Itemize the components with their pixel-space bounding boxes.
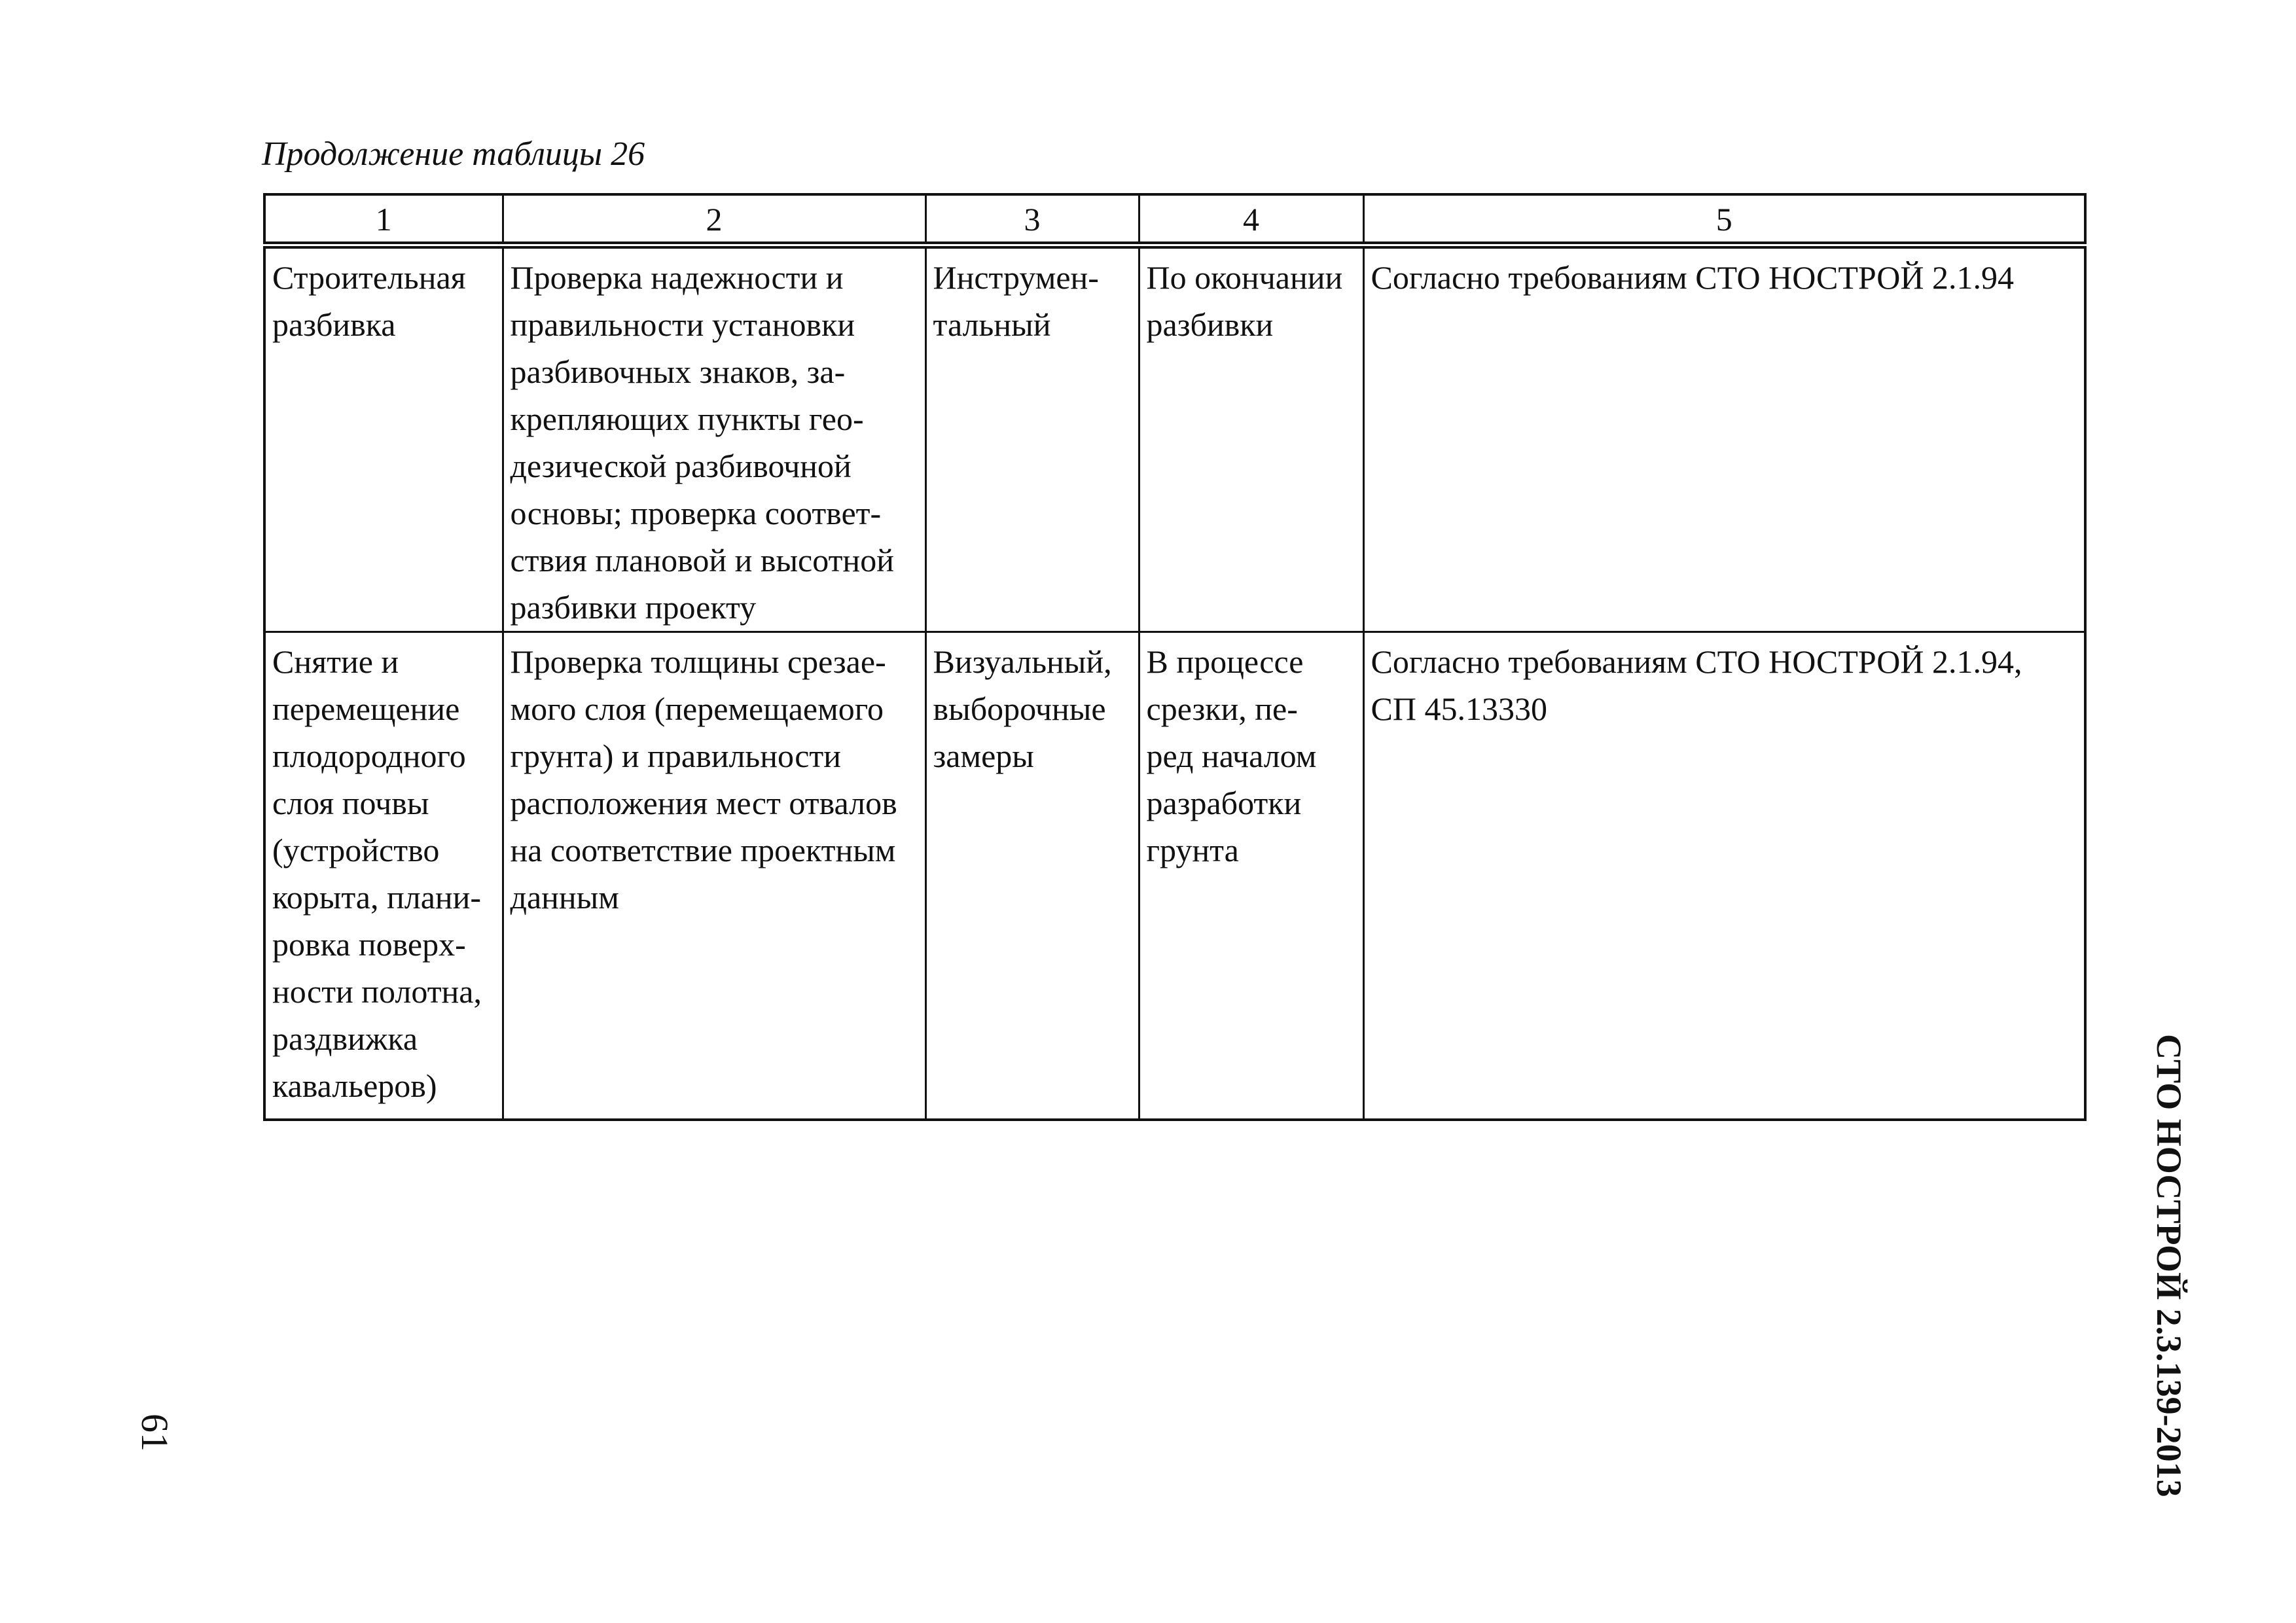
cell-line: ред началом bbox=[1146, 738, 1317, 774]
cell-requirements bbox=[1363, 632, 2085, 1120]
cell-line: СП 45.13330 bbox=[1371, 690, 1547, 727]
cell-operation bbox=[264, 632, 503, 1120]
cell-line: В процессе bbox=[1146, 643, 1304, 680]
cell-line: тальный bbox=[933, 306, 1051, 343]
cell-line: слоя почвы bbox=[272, 785, 429, 821]
cell-line: Строительная bbox=[272, 259, 466, 296]
cell-line: кавальеров) bbox=[272, 1067, 437, 1104]
cell-line: ности полотна, bbox=[272, 973, 482, 1010]
table-row bbox=[264, 245, 2085, 632]
cell-method bbox=[925, 632, 1139, 1120]
cell-line: Согласно требованиям СТО НОСТРОЙ 2.1.94, bbox=[1371, 643, 2022, 680]
cell-line: раздвижка bbox=[272, 1020, 418, 1057]
header-col-3: 3 bbox=[925, 194, 1139, 245]
cell-line: дезической разбивочной bbox=[510, 448, 852, 484]
document-code: СТО НОСТРОЙ 2.3.139-2013 bbox=[2149, 1034, 2189, 1497]
header-col-5: 5 bbox=[1363, 194, 2085, 245]
cell-line: перемещение bbox=[272, 690, 460, 727]
cell-line: Инструмен- bbox=[933, 259, 1099, 296]
header-col-1: 1 bbox=[264, 194, 503, 245]
page-number: 61 bbox=[134, 1414, 176, 1452]
cell-line: грунта) и правильности bbox=[510, 738, 842, 774]
cell-line: расположения мест отвалов bbox=[510, 785, 897, 821]
cell-line: срезки, пе- bbox=[1146, 690, 1298, 727]
header-col-4: 4 bbox=[1139, 194, 1363, 245]
cell-timing bbox=[1139, 245, 1363, 632]
cell-line: (устройство bbox=[272, 832, 440, 868]
cell-line: данным bbox=[510, 879, 619, 916]
cell-line: на соответствие проектным bbox=[510, 832, 896, 868]
cell-line: плодородного bbox=[272, 738, 466, 774]
table-header-row bbox=[264, 194, 2085, 245]
cell-requirements bbox=[1363, 245, 2085, 632]
cell-line: мого слоя (перемещаемого bbox=[510, 690, 884, 727]
cell-line: правильности установки bbox=[510, 306, 855, 343]
cell-line: замеры bbox=[933, 738, 1034, 774]
cell-line: разбивки проекту bbox=[510, 589, 757, 626]
cell-line: основы; проверка соответ- bbox=[510, 495, 882, 531]
inspection-table bbox=[263, 193, 2087, 1121]
cell-control-subject bbox=[503, 632, 925, 1120]
cell-line: разбивка bbox=[272, 306, 396, 343]
cell-line: корыта, плани- bbox=[272, 879, 482, 916]
cell-line: Проверка толщины срезае- bbox=[510, 643, 886, 680]
cell-line: Проверка надежности и bbox=[510, 259, 844, 296]
cell-line: По окончании bbox=[1146, 259, 1343, 296]
cell-timing bbox=[1139, 632, 1363, 1120]
cell-line: разбивочных знаков, за- bbox=[510, 353, 846, 390]
cell-line: крепляющих пункты гео- bbox=[510, 401, 864, 437]
cell-line: Снятие и bbox=[272, 643, 399, 680]
cell-line: Визуальный, bbox=[933, 643, 1112, 680]
cell-control-subject bbox=[503, 245, 925, 632]
cell-operation bbox=[264, 245, 503, 632]
table-caption: Продолжение таблицы 26 bbox=[262, 135, 645, 173]
cell-method bbox=[925, 245, 1139, 632]
table-row bbox=[264, 632, 2085, 1120]
cell-line: выборочные bbox=[933, 690, 1106, 727]
cell-line: разработки bbox=[1146, 785, 1302, 821]
cell-line: Согласно требованиям СТО НОСТРОЙ 2.1.94 bbox=[1371, 259, 2014, 296]
cell-line: разбивки bbox=[1146, 306, 1274, 343]
cell-line: ствия плановой и высотной bbox=[510, 542, 894, 579]
cell-line: грунта bbox=[1146, 832, 1239, 868]
header-col-2: 2 bbox=[503, 194, 925, 245]
cell-line: ровка поверх- bbox=[272, 926, 466, 963]
